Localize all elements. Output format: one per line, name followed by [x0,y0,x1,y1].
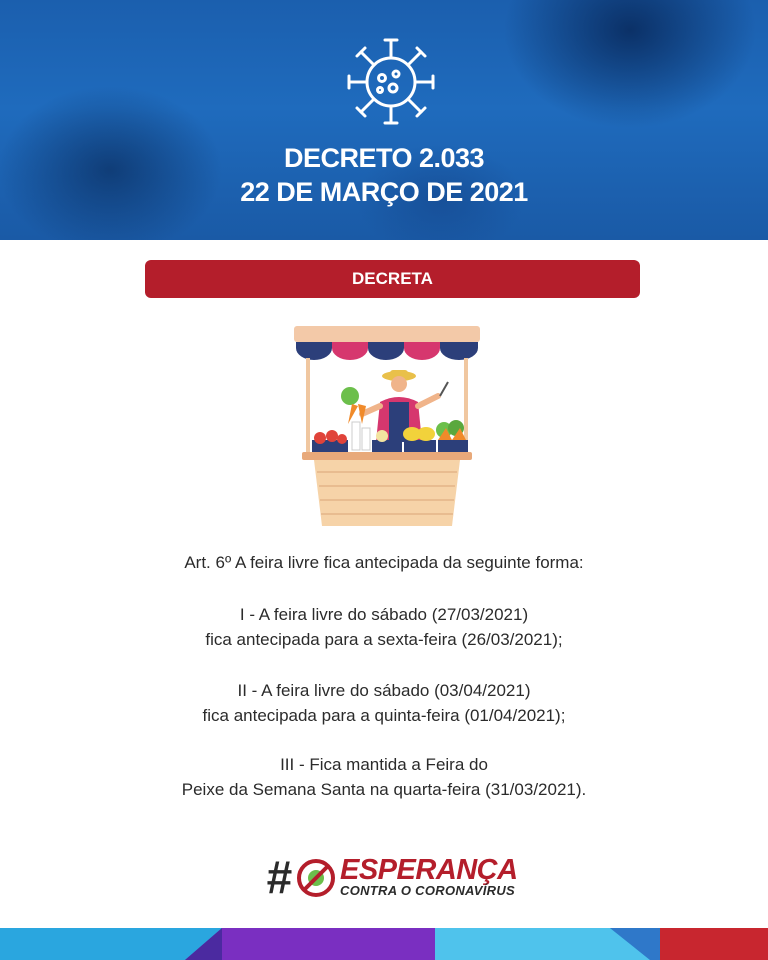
virus-icon [336,30,446,130]
no-virus-icon [296,858,336,898]
market-stall-illustration [292,318,482,528]
section-label: DECRETA [145,260,640,298]
item-3-line-1: III - Fica mantida a Feira do [280,755,488,774]
article-item-3 [0,752,768,802]
item-2-line-1: II - A feira livre do sábado (03/04/2021) [237,681,531,700]
article-intro: Art. 6º A feira livre fica antecipada da seguinte forma: [184,553,584,572]
logo-subtitle: CONTRA O CORONAVÍRUS [340,883,515,898]
footer-stripe [0,928,768,960]
item-1-line-1: I - A feira livre do sábado (27/03/2021) [239,605,529,624]
logo-hash: # [266,851,292,903]
article-item-1 [0,602,768,652]
esperanca-logo [262,850,522,905]
logo-word: ESPERANÇA [340,854,518,886]
header-banner [0,0,768,240]
item-2-line-2: fica antecipada para a quinta-feira (01/04/2021); [202,706,566,725]
item-1-line-2: fica antecipada para a sexta-feira (26/03/2021); [205,630,563,649]
decree-number: DECRETO 2.033 [283,143,485,173]
item-3-line-2: Peixe da Semana Santa na quarta-feira (31/03/2021). [181,780,587,799]
decree-date: 22 DE MARÇO DE 2021 [240,177,528,207]
article-item-2 [0,678,768,728]
